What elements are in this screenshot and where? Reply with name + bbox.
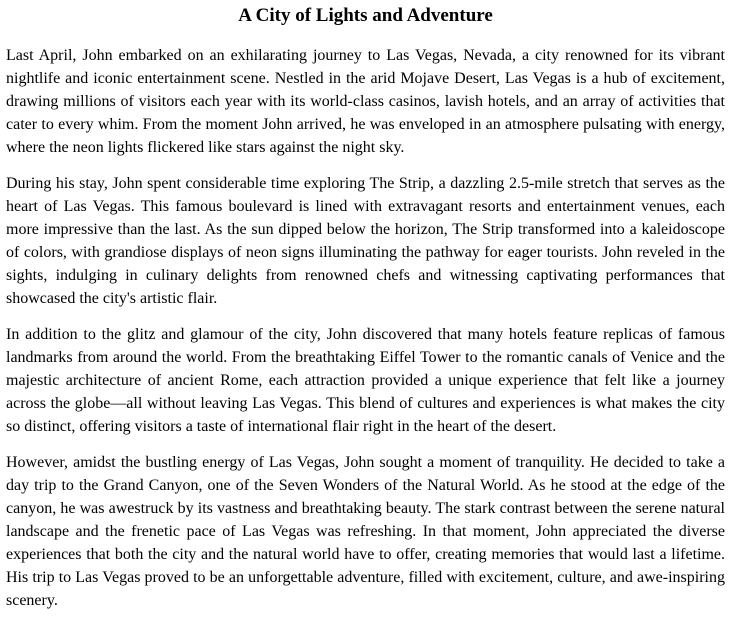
document-title: A City of Lights and Adventure — [238, 5, 493, 26]
paragraph-intro: Last April, John embarked on an exhilarating journey to Las Vegas, Nevada, a city renowned for its vibrant nightlife and iconic entertainment scene. Nestled in the arid Mojave Desert, Las Vegas is a hub of excitement, drawing millions of visitors each year with its world-class casinos, lavish hotels, and an array of activities that cater to every whim. From the moment John arrived, he was enveloped in an atmosphere pulsating with energy, where the neon lights flickered like stars against the night sky. — [6, 47, 725, 156]
paragraph-landmarks: In addition to the glitz and glamour of the city, John discovered that many hotels feature replicas of famous landmarks from around the world. From the breathtaking Eiffel Tower to the romantic canals of Venice and the majestic architecture of ancient Rome, each attraction provided a unique experience that felt like a journey across the globe—all without leaving Las Vegas. This blend of cultures and experiences is what makes the city so distinct, offering visitors a taste of international flair right in the heart of the desert. — [6, 326, 725, 435]
paragraph-grand-canyon: However, amidst the bustling energy of Las Vegas, John sought a moment of tranquility. He decided to take a day trip to the Grand Canyon, one of the Seven Wonders of the Natural World. As he stood at the edge of the canyon, he was awestruck by its vastness and breathtaking beauty. The stark contrast between the serene natural landscape and the frenetic pace of Las Vegas was refreshing. In that moment, John appreciated the diverse experiences that both the city and the natural world have to offer, creating memories that would last a lifetime. His trip to Las Vegas proved to be an unforgettable adventure, filled with excitement, culture, and awe-inspiring scenery. — [6, 454, 725, 609]
paragraph-the-strip: During his stay, John spent considerable time exploring The Strip, a dazzling 2.5-mile stretch that serves as the heart of Las Vegas. This famous boulevard is lined with extravagant resorts and entertainment venues, each more impressive than the last. As the sun dipped below the horizon, The Strip transformed into a kaleidoscope of colors, with grandiose displays of neon signs illuminating the pathway for eager tourists. John reveled in the sights, indulging in culinary delights from renowned chefs and witnessing captivating performances that showcased the city's artistic flair. — [6, 175, 725, 307]
